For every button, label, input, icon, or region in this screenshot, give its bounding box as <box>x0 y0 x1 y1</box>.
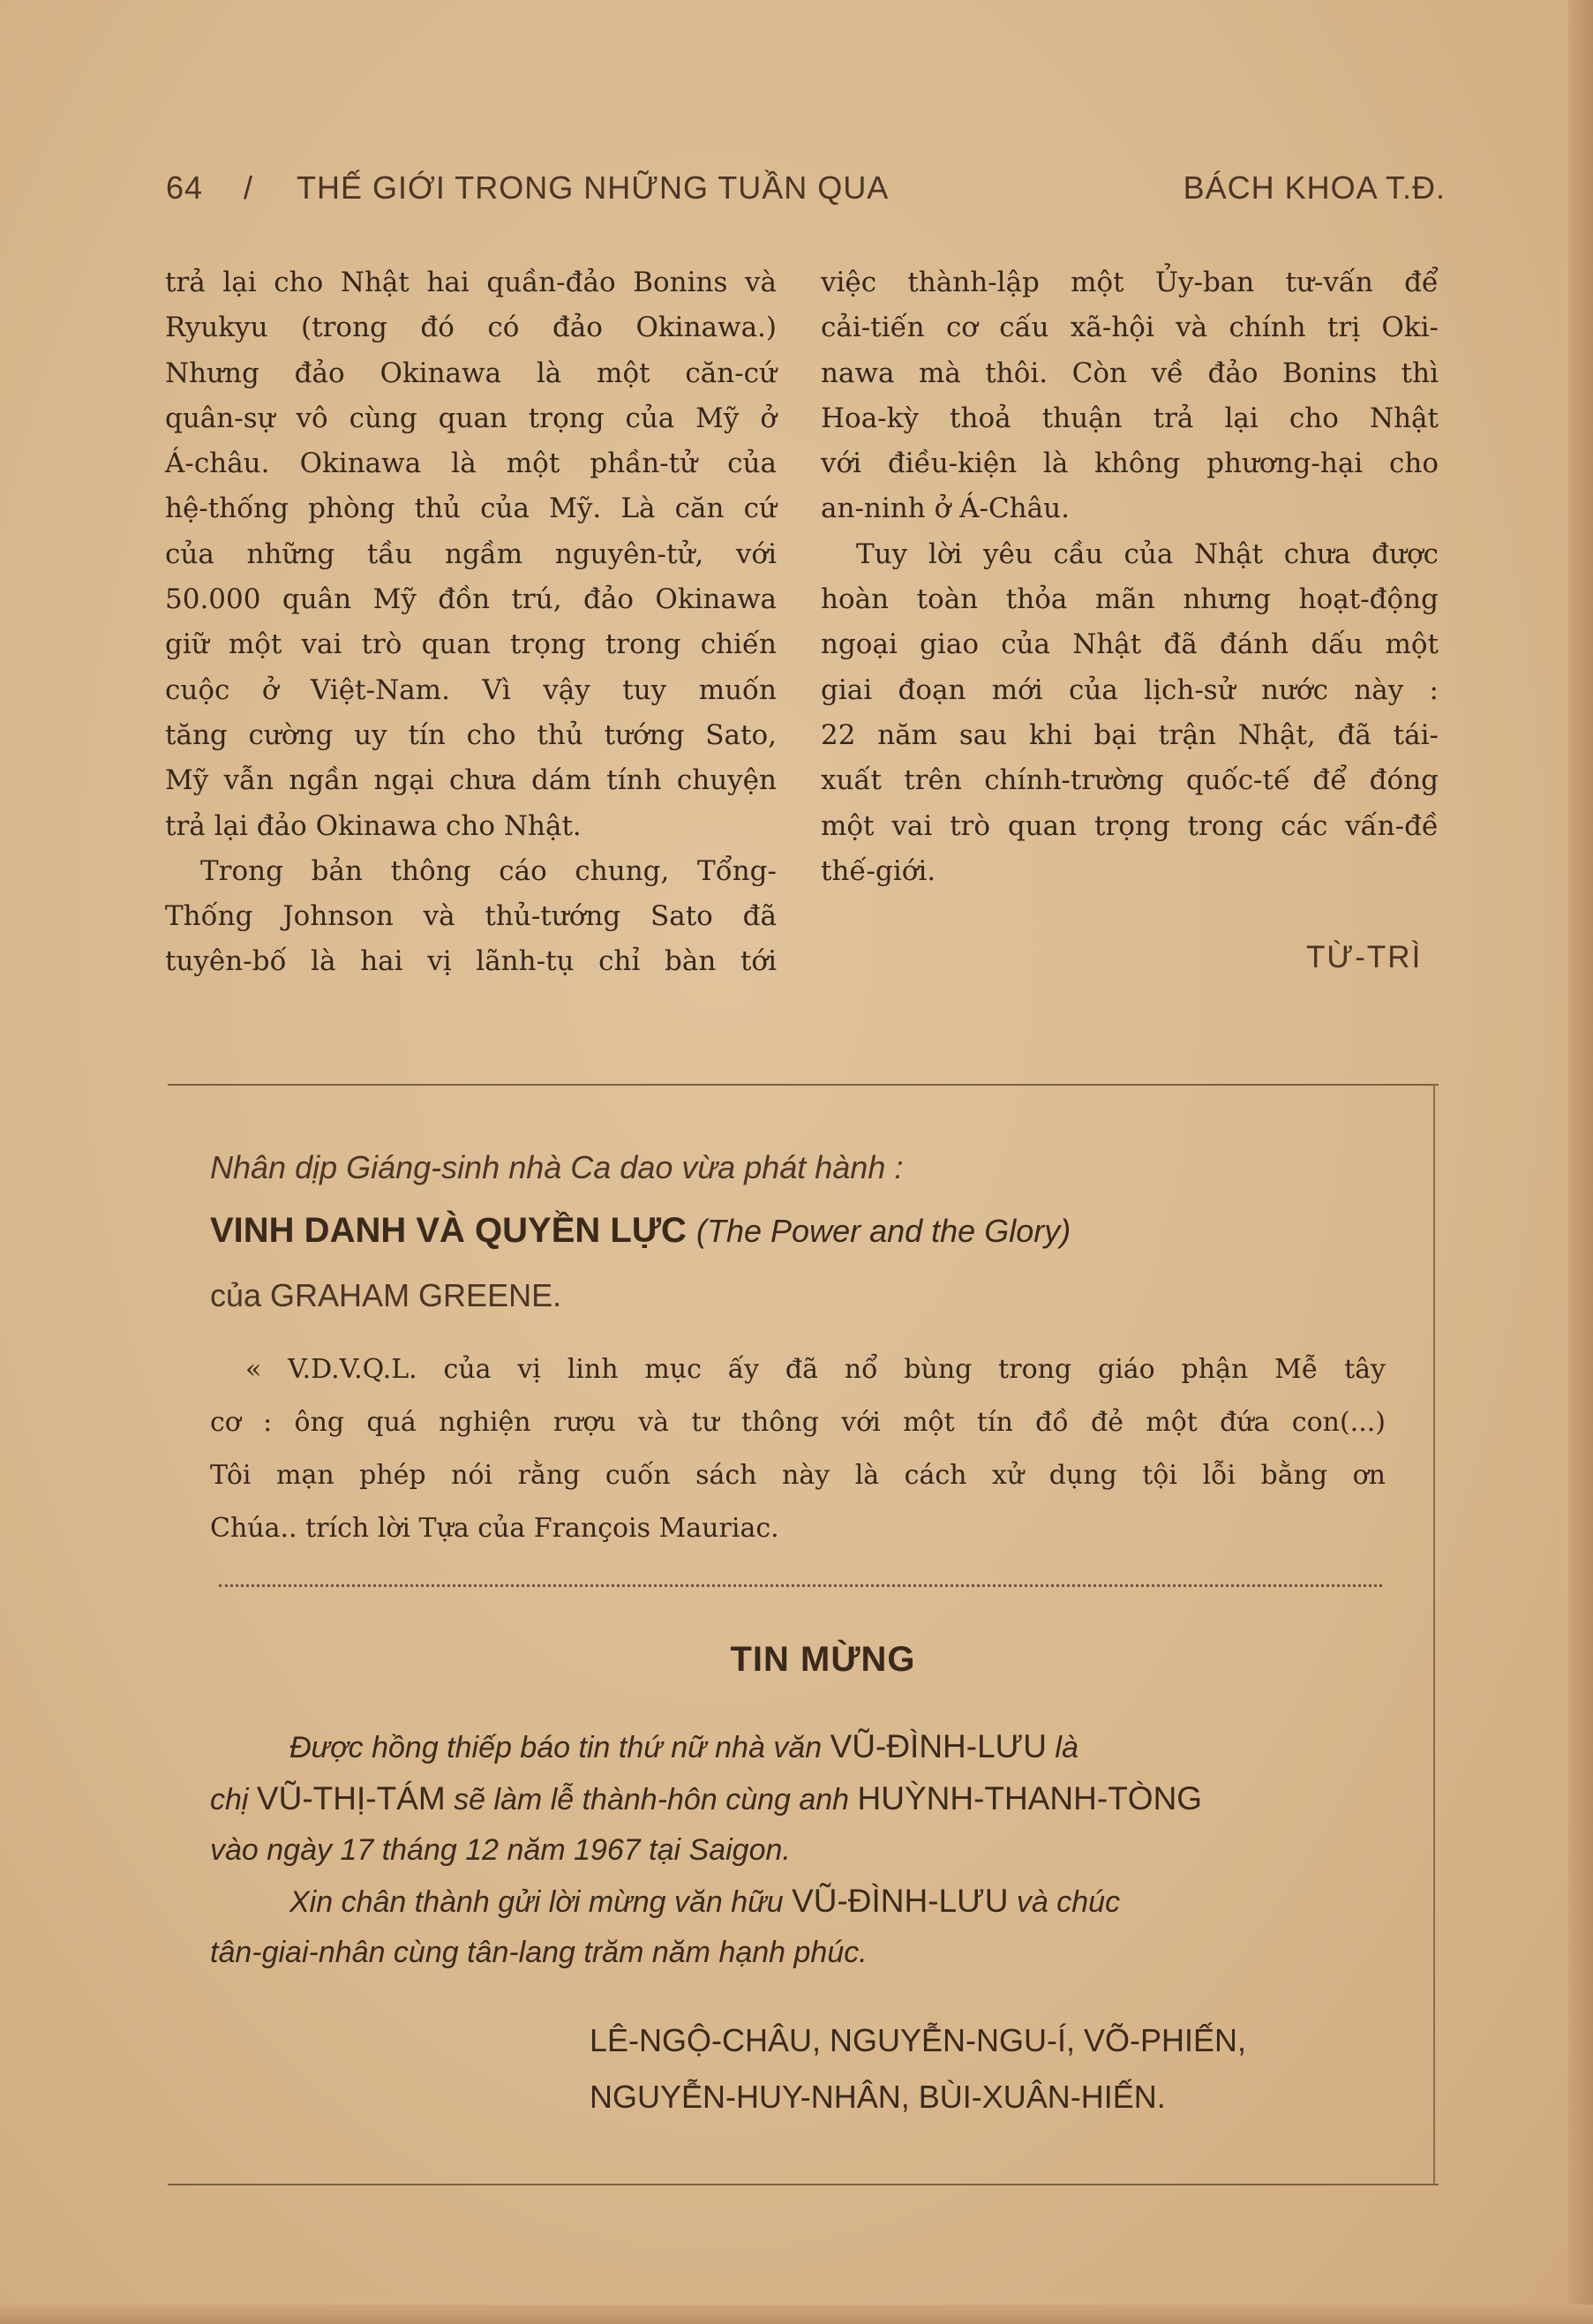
article-line: Ryukyu (trong đó có đảo Okinawa.) <box>165 312 777 344</box>
wedding-text: và chúc <box>1008 1885 1121 1919</box>
dotted-divider <box>219 1584 1382 1587</box>
wedding-text: chị <box>210 1783 257 1816</box>
tin-mung-title: TIN MỪNG <box>730 1640 916 1679</box>
article-line: Tuy lời yêu cầu của Nhật chưa được <box>856 538 1439 570</box>
person-name: VŨ-ĐÌNH-LƯU <box>792 1883 1009 1919</box>
book-announcement-intro: Nhân dịp Giáng-sinh nhà Ca dao vừa phát hành : <box>210 1149 904 1185</box>
book-title-en: (The Power and the Glory) <box>696 1213 1071 1249</box>
quote-line: Tôi mạn phép nói rằng cuốn sách này là cách xử dụng tội lỗi bằng ơn <box>210 1460 1386 1491</box>
article-line: một vai trò quan trọng trong các vấn-đề <box>821 809 1439 842</box>
article-line: với điều-kiện là không phương-hại cho <box>821 448 1439 480</box>
article-line: giai đoạn mới của lịch-sử nước này : <box>821 673 1439 706</box>
article-line: xuất trên chính-trường quốc-tế để đóng <box>821 764 1439 797</box>
wedding-line <box>210 1876 1384 1928</box>
person-name: VŨ-THỊ-TÁM <box>256 1780 446 1816</box>
person-name: VŨ-ĐÌNH-LƯU <box>830 1728 1047 1764</box>
wedding-text: Được hồng thiếp báo tin thứ nữ nhà văn <box>289 1731 830 1764</box>
page-number: 64 <box>166 169 204 206</box>
article-line: ngoại giao của Nhật đã đánh dấu một <box>821 628 1439 661</box>
quote-line: cơ : ông quá nghiện rượu và tư thông với một tín đồ đẻ một đứa con(...) <box>210 1407 1386 1438</box>
quote-line: Chúa.. trích lời Tựa của François Mauriac. <box>210 1513 779 1544</box>
book-quote <box>210 1343 1386 1555</box>
article-line: an-ninh ở Á-Châu. <box>821 493 1070 525</box>
article-line: của những tầu ngầm nguyên-tử, với <box>165 538 777 570</box>
wedding-announcement <box>210 1721 1384 1978</box>
header-separator: / <box>244 169 254 206</box>
article-author: TỪ-TRÌ <box>1306 940 1423 974</box>
wedding-line <box>210 1773 1384 1825</box>
article-line: cải-tiến cơ cấu xã-hội và chính trị Oki- <box>821 312 1439 344</box>
article-line: Hoa-kỳ thoả thuận trả lại cho Nhật <box>821 402 1439 434</box>
article-line: nawa mà thôi. Còn về đảo Bonins thì <box>821 357 1439 389</box>
article-left-column <box>165 260 777 985</box>
wedding-text: sẽ làm lễ thành-hôn cùng anh <box>445 1783 858 1816</box>
wedding-line: tân-giai-nhân cùng tân-lang trăm năm hạnh phúc. <box>210 1936 868 1969</box>
article-line: việc thành-lập một Ủy-ban tư-vấn để <box>821 267 1439 298</box>
article-line: Thống Johnson và thủ-tướng Sato đã <box>165 900 777 933</box>
article-line: quân-sự vô cùng quan trọng của Mỹ ở <box>165 402 777 434</box>
signers-line: LÊ-NGỘ-CHÂU, NGUYỄN-NGU-Í, VÕ-PHIẾN, <box>590 2022 1247 2058</box>
section-title: THẾ GIỚI TRONG NHỮNG TUẦN QUA <box>297 169 890 206</box>
book-title-vi: VINH DANH VÀ QUYỀN LỰC <box>210 1211 687 1250</box>
article-line: cuộc ở Việt-Nam. Vì vậy tuy muốn <box>165 673 777 706</box>
wedding-text: Xin chân thành gửi lời mừng văn hữu <box>289 1885 793 1919</box>
person-name: HUỲNH-THANH-TÒNG <box>857 1780 1203 1816</box>
article-line: 50.000 quân Mỹ đồn trú, đảo Okinawa <box>165 583 777 616</box>
page-edge-shadow <box>1568 0 1593 2324</box>
wedding-line: vào ngày 17 tháng 12 năm 1967 tại Saigon. <box>210 1833 791 1867</box>
box-top-rule <box>168 1084 1439 1086</box>
wedding-line <box>210 1721 1384 1773</box>
article-line: hệ-thống phòng thủ của Mỹ. Là căn cứ <box>165 493 777 525</box>
publication-name: BÁCH KHOA T.Đ. <box>1183 169 1446 206</box>
box-bottom-rule <box>168 2184 1439 2185</box>
signers <box>590 2012 1246 2125</box>
signers-line: NGUYỄN-HUY-NHÂN, BÙI-XUÂN-HIẾN. <box>590 2079 1166 2115</box>
page-bottom-edge <box>0 2305 1593 2324</box>
article-line: Á-châu. Okinawa là một phần-tử của <box>165 448 777 480</box>
article-line: tuyên-bố là hai vị lãnh-tụ chỉ bàn tới <box>165 945 777 978</box>
book-author: của GRAHAM GREENE. <box>210 1277 562 1313</box>
wedding-text: là <box>1046 1731 1078 1764</box>
article-line: 22 năm sau khi bại trận Nhật, đã tái- <box>821 718 1439 751</box>
article-line: tăng cường uy tín cho thủ tướng Sato, <box>165 718 777 751</box>
article-right-column <box>821 260 1439 894</box>
article-line: trả lại đảo Okinawa cho Nhật. <box>165 809 582 842</box>
article-line: hoàn toàn thỏa mãn nhưng hoạt-động <box>821 583 1439 616</box>
article-line: Trong bản thông cáo chung, Tổng- <box>200 854 777 887</box>
quote-line: « V.D.V.Q.L. của vị linh mục ấy đã nổ bùng trong giáo phận Mễ tây <box>245 1354 1386 1385</box>
article-line: trả lại cho Nhật hai quần-đảo Bonins và <box>165 267 777 298</box>
running-header <box>166 169 1446 214</box>
box-right-rule <box>1433 1084 1435 2185</box>
article-line: Nhưng đảo Okinawa là một căn-cứ <box>165 357 777 389</box>
article-line: thế-giới. <box>821 854 936 887</box>
article-line: Mỹ vẫn ngần ngại chưa dám tính chuyện <box>165 764 777 797</box>
book-title <box>210 1211 1071 1251</box>
article-line: giữ một vai trò quan trọng trong chiến <box>165 628 777 661</box>
